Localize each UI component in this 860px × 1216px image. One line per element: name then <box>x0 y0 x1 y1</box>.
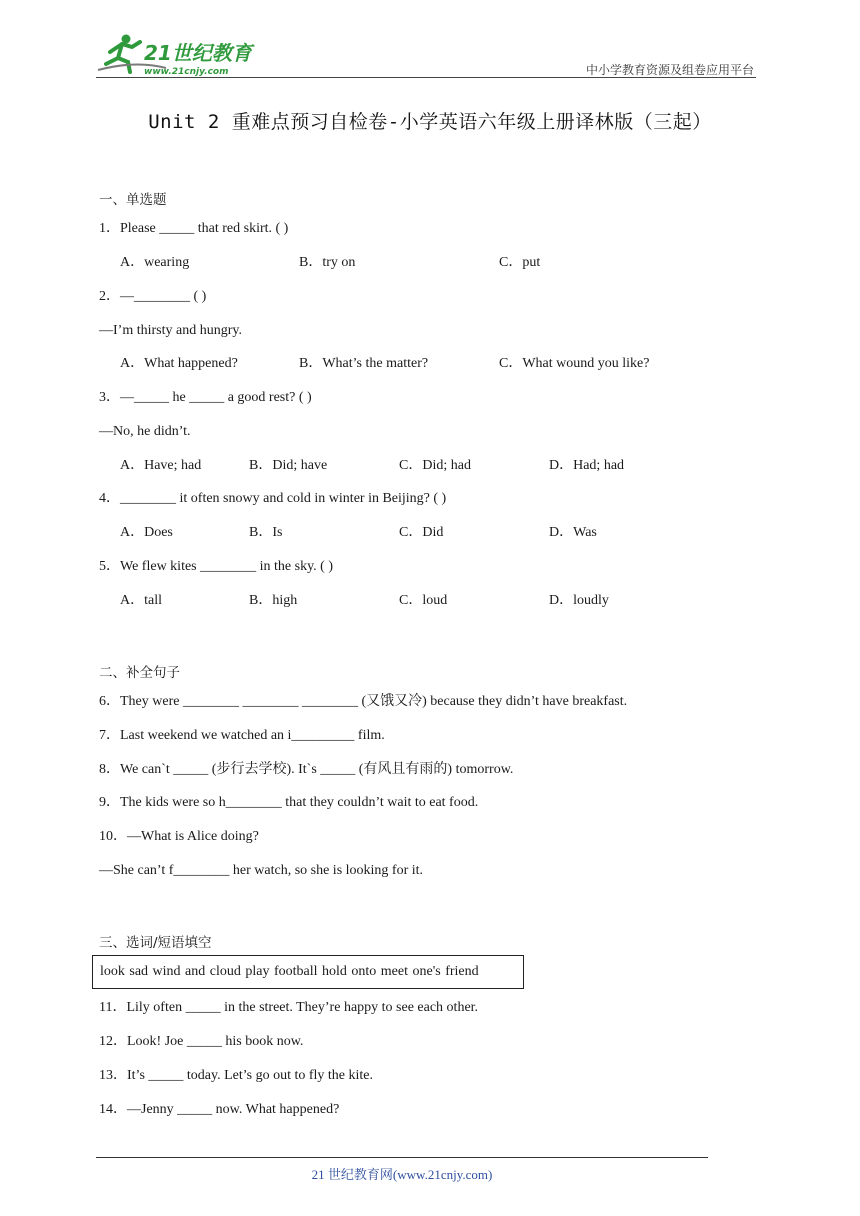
question-4-option-b[interactable]: B．Is <box>249 525 283 540</box>
question-4-option-c[interactable]: C．Did <box>399 525 444 540</box>
question-1-stem: 1．Please _____ that red skirt. ( ) <box>99 221 289 236</box>
section-heading-single-choice: 一、单选题 <box>99 192 167 208</box>
question-5-option-b[interactable]: B．high <box>249 593 298 608</box>
question-11: 11．Lily often _____ in the street. They’re happy to see each other. <box>99 1000 479 1015</box>
word-bank-box <box>92 955 524 989</box>
question-12: 12．Look! Joe _____ his book now. <box>99 1034 304 1049</box>
question-13: 13．It’s _____ today. Let’s go out to fly the kite. <box>99 1068 374 1083</box>
question-6: 6．They were ________ ________ ________ (又饿又冷) because they didn’t have breakfast. <box>99 694 628 709</box>
word-bank-words: look sad wind and cloud play football hold onto meet one's friend <box>100 964 479 979</box>
question-3-option-c[interactable]: C．Did; had <box>399 458 471 473</box>
question-2-option-a[interactable]: A．What happened? <box>120 356 238 371</box>
question-5-option-a[interactable]: A．tall <box>120 593 162 608</box>
question-10-stem: 10．—What is Alice doing? <box>99 829 259 844</box>
question-5-option-c[interactable]: C．loud <box>399 593 448 608</box>
section-heading-word-fill: 三、选词/短语填空 <box>99 935 212 951</box>
question-4-option-d[interactable]: D．Was <box>549 525 597 540</box>
question-7: 7．Last weekend we watched an i_________ film. <box>99 728 385 743</box>
question-3-option-a[interactable]: A．Have; had <box>120 458 202 473</box>
question-10-response: —She can’t f________ her watch, so she is looking for it. <box>99 863 424 878</box>
question-2-stem: 2．—________ ( ) <box>99 289 207 304</box>
svg-text:www.21cnjy.com: www.21cnjy.com <box>144 67 229 77</box>
question-3-option-b[interactable]: B．Did; have <box>249 458 328 473</box>
question-4-option-a[interactable]: A．Does <box>120 525 173 540</box>
question-1-option-a[interactable]: A．wearing <box>120 255 190 270</box>
question-2-option-b[interactable]: B．What’s the matter? <box>299 356 429 371</box>
question-14: 14．—Jenny _____ now. What happened? <box>99 1102 340 1117</box>
question-2-option-c[interactable]: C．What wound you like? <box>499 356 650 371</box>
question-4-stem: 4．________ it often snowy and cold in winter in Beijing? ( ) <box>99 491 447 506</box>
logo <box>96 30 266 78</box>
svg-text:21世纪教育: 21世纪教育 <box>144 41 252 65</box>
section-heading-complete-sentences: 二、补全句子 <box>99 665 180 681</box>
header-platform-text: 中小学教育资源及组卷应用平台 <box>585 63 754 77</box>
question-1-option-c[interactable]: C．put <box>499 255 541 270</box>
footer-site-link[interactable]: 21 世纪教育网(www.21cnjy.com) <box>311 1167 493 1182</box>
question-3-stem: 3．—_____ he _____ a good rest? ( ) <box>99 390 312 405</box>
header-divider <box>96 77 756 78</box>
question-8: 8．We can`t _____ (步行去学校). It`s _____ (有风且有雨的) tomorrow. <box>99 762 514 777</box>
question-3-option-d[interactable]: D．Had; had <box>549 458 625 473</box>
question-2-response: —I’m thirsty and hungry. <box>99 323 242 338</box>
footer-divider <box>96 1157 708 1158</box>
runner-logo-icon <box>96 30 266 78</box>
question-3-response: —No, he didn’t. <box>99 424 191 439</box>
question-5-stem: 5．We flew kites ________ in the sky. ( ) <box>99 559 333 574</box>
question-1-option-b[interactable]: B．try on <box>299 255 356 270</box>
page-title: Unit 2 重难点预习自检卷-小学英语六年级上册译林版（三起） <box>148 111 712 133</box>
question-9: 9．The kids were so h________ that they couldn’t wait to eat food. <box>99 795 479 810</box>
page-header <box>96 30 756 78</box>
question-5-option-d[interactable]: D．loudly <box>549 593 609 608</box>
